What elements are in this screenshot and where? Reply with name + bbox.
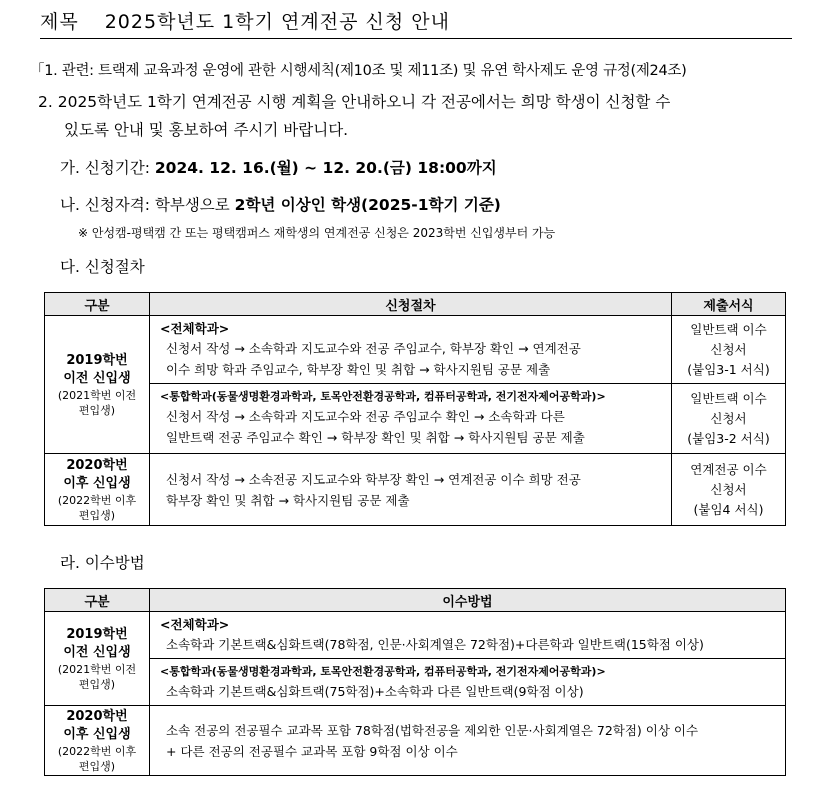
group-sub-line: (2022학번 이후	[57, 744, 137, 758]
application-procedure-table	[44, 292, 786, 526]
completion-method-table	[44, 588, 786, 776]
section-da: 다. 신청절차	[60, 258, 145, 276]
ga-label: 가. 신청기간:	[60, 159, 155, 177]
form-line: 신청서	[710, 481, 747, 497]
form-line: 일반트랙 이수	[690, 390, 767, 406]
row-group-2019	[45, 316, 150, 454]
cell-text-line: 신청서 작성 → 소속전공 지도교수와 학부장 확인 → 연계전공 이수 희망 전공	[166, 471, 581, 487]
cell-text-line: 신청서 작성 → 소속학과 지도교수와 전공 주임교수 확인 → 소속학과 다른	[166, 409, 565, 424]
group-main-line: 이전 신입생	[63, 370, 131, 386]
procedure-all-depts	[150, 316, 672, 384]
group-main-line: 2019학번	[66, 626, 128, 642]
group-main-line: 이후 신입생	[63, 475, 131, 491]
row-group-2019	[45, 612, 150, 706]
group-sub-line: 편입생)	[78, 508, 116, 522]
title-text: 2025학년도 1학기 연계전공 신청 안내	[104, 11, 450, 33]
procedure-integrated-depts	[150, 384, 672, 454]
group-main-line: 이전 신입생	[63, 644, 131, 660]
group-main-line: 2020학번	[66, 457, 128, 473]
row-group-2020	[45, 706, 150, 776]
group-sub-line: (2021학번 이전	[57, 662, 137, 676]
col-header-category: 구분	[45, 589, 150, 612]
item-1-reference: 「1. 관련: 트랙제 교육과정 운영에 관한 시행세칙(제10조 및 제11조) 및 유연 학사제도 운영 규정(제24조)	[30, 63, 687, 79]
cell-text-line: 소속학과 기본트랙&심화트랙(75학점)+소속학과 다른 일반트랙(9학점 이상)	[166, 684, 584, 699]
cell-text-line: 일반트랙 전공 주임교수 확인 → 학부장 확인 및 취합 → 학사지원팀 공문 제출	[166, 430, 585, 445]
col-header-form: 제출서식	[672, 293, 786, 316]
method-integrated-depts	[150, 659, 786, 706]
table-row	[45, 706, 786, 776]
form-line: 신청서	[710, 410, 747, 426]
section-na	[60, 194, 501, 216]
cell-text-line: 신청서 작성 → 소속학과 지도교수와 전공 주임교수, 학부장 확인 → 연계전공	[166, 341, 581, 356]
form-line: 신청서	[710, 341, 747, 357]
form-cell	[672, 454, 786, 526]
cell-heading: <전체학과>	[160, 617, 230, 632]
col-header-procedure: 신청절차	[150, 293, 672, 316]
table-row	[45, 384, 786, 454]
item-2-line-2: 있도록 안내 및 홍보하여 주시기 바랍니다.	[64, 121, 349, 139]
na-label: 나. 신청자격: 학부생으로	[60, 196, 235, 214]
group-sub-line: 편입생)	[78, 759, 116, 773]
document-title	[40, 6, 792, 39]
item-2-line-1: 2. 2025학년도 1학기 연계전공 시행 계획을 안내하오니 각 전공에서는 희망 학생이 신청할 수	[38, 93, 671, 111]
cell-text-line: + 다른 전공의 전공필수 교과목 포함 9학점 이상 이수	[166, 743, 458, 759]
table-row	[45, 316, 786, 384]
form-cell	[672, 384, 786, 454]
col-header-category: 구분	[45, 293, 150, 316]
cell-heading: <전체학과>	[160, 321, 230, 336]
cell-text-line: 이수 희망 학과 주임교수, 학부장 확인 및 취합 → 학사지원팀 공문 제출	[166, 362, 551, 377]
eligibility-note: ※ 안성캠-평택캠 간 또는 평택캠퍼스 재학생의 연계전공 신청은 2023학번 신입생부터 가능	[78, 226, 556, 240]
group-sub-line: (2022학번 이후	[57, 493, 137, 507]
procedure-2020	[150, 454, 672, 526]
cell-text-line: 학부장 확인 및 취합 → 학사지원팀 공문 제출	[166, 492, 410, 508]
cell-text-line: 소속 전공의 전공필수 교과목 포함 78학점(법학전공을 제외한 인문·사회계열은 72학점) 이상 이수	[166, 722, 699, 738]
cell-heading: <통합학과(동물생명환경과학과, 토목안전환경공학과, 컴퓨터공학과, 전기전자제어공학과)>	[160, 390, 606, 403]
section-ga	[60, 157, 497, 179]
row-group-2020	[45, 454, 150, 526]
form-cell	[672, 316, 786, 384]
group-main-line: 이후 신입생	[63, 726, 131, 742]
method-2020	[150, 706, 786, 776]
ga-value: 2024. 12. 16.(월) ~ 12. 20.(금) 18:00까지	[154, 159, 497, 177]
method-all-depts	[150, 612, 786, 659]
form-line: (붙임3-1 서식)	[687, 361, 770, 377]
group-main-line: 2019학번	[66, 352, 128, 368]
table-row	[45, 612, 786, 659]
form-line: 연계전공 이수	[690, 461, 767, 477]
group-sub-line: 편입생)	[78, 677, 116, 691]
form-line: (붙임4 서식)	[693, 501, 764, 517]
cell-heading: <통합학과(동물생명환경과학과, 토목안전환경공학과, 컴퓨터공학과, 전기전자제어공학과)>	[160, 665, 606, 678]
col-header-method: 이수방법	[150, 589, 786, 612]
table-row	[45, 454, 786, 526]
group-sub-line: (2021학번 이전	[57, 388, 137, 402]
section-ra: 라. 이수방법	[60, 554, 145, 572]
cell-text-line: 소속학과 기본트랙&심화트랙(78학점, 인문·사회계열은 72학점)+다른학과 일반트랙(15학점 이상)	[166, 637, 704, 652]
form-line: (붙임3-2 서식)	[687, 430, 770, 446]
title-label: 제목	[40, 11, 79, 33]
na-value: 2학년 이상인 학생(2025-1학기 기준)	[234, 196, 501, 214]
group-sub-line: 편입생)	[78, 403, 116, 417]
table-row	[45, 659, 786, 706]
form-line: 일반트랙 이수	[690, 321, 767, 337]
group-main-line: 2020학번	[66, 708, 128, 724]
